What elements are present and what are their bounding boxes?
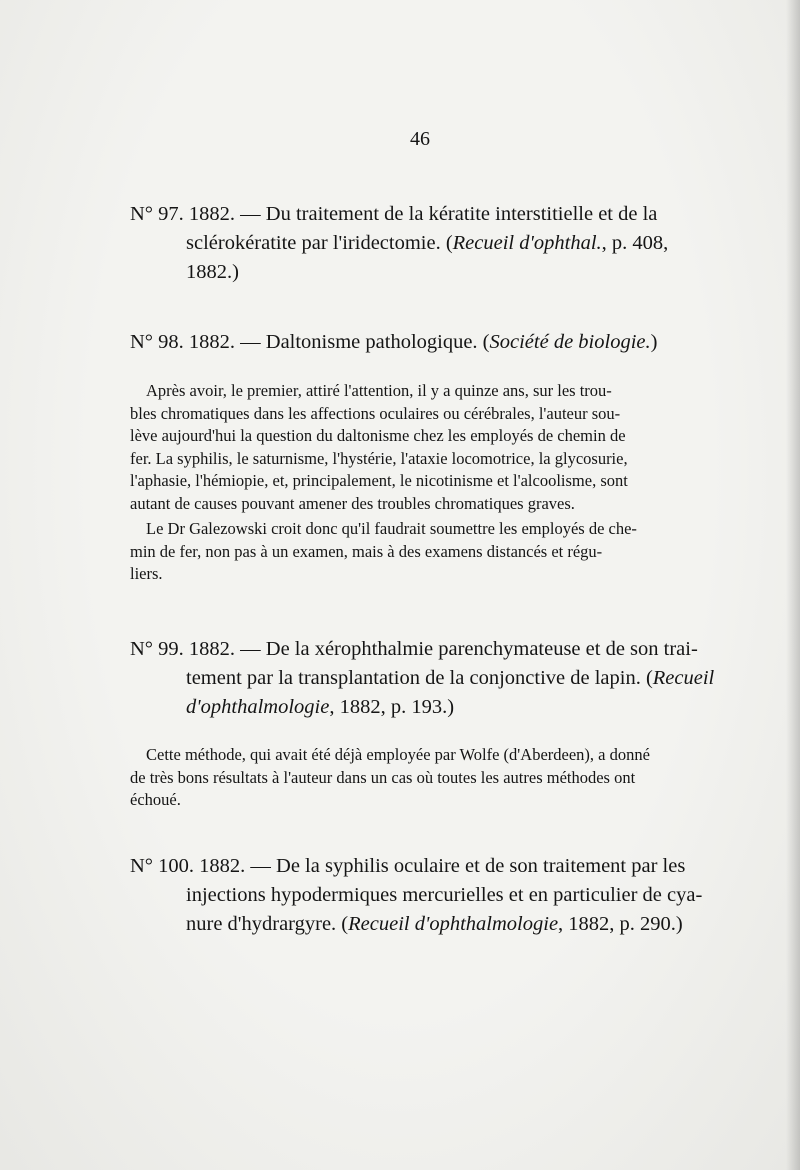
entry-100-line-2 bbox=[130, 881, 715, 910]
entry-99-abstract bbox=[130, 744, 715, 812]
entry-title-text: De la syphilis oculaire et de son traitement par les bbox=[276, 855, 686, 877]
abstract-line: autant de causes pouvant amener des troubles chromatiques graves. bbox=[130, 493, 575, 513]
abstract-line: fer. La syphilis, le saturnisme, l'hystérie, l'ataxie locomotrice, la glycosurie, bbox=[130, 448, 628, 468]
entry-97-line-1 bbox=[130, 200, 715, 229]
reference-tail: , 1882, p. 290.) bbox=[558, 913, 683, 935]
entry-title-text: tement par la transplantation de la conjonctive de lapin. ( bbox=[186, 667, 653, 689]
entry-title-text: nure d'hydrargyre. ( bbox=[186, 913, 349, 935]
abstract-line: min de fer, non pas à un examen, mais à des examens distancés et régu- bbox=[130, 541, 603, 561]
abstract-line: l'aphasie, l'hémiopie, et, principalement, le nicotinisme et l'alcoolisme, sont bbox=[130, 471, 628, 490]
entry-98 bbox=[130, 328, 715, 357]
entry-98-abstract-1 bbox=[130, 380, 715, 515]
reference-tail: , p. 408, bbox=[601, 232, 669, 254]
entry-97-line-3 bbox=[130, 258, 715, 287]
entry-99-line-1 bbox=[130, 635, 715, 664]
entry-97-line-2 bbox=[130, 229, 715, 258]
abstract-line: échoué. bbox=[130, 790, 181, 809]
abstract-line: Cette méthode, qui avait été déjà employée par Wolfe (d'Aberdeen), a donné bbox=[146, 745, 650, 764]
entry-title-text: sclérokératite par l'iridectomie. ( bbox=[186, 232, 453, 254]
entry-100-line-1 bbox=[130, 852, 715, 881]
entry-number: N° 97. 1882. — bbox=[130, 203, 261, 225]
entry-title-text: Daltonisme pathologique. ( bbox=[265, 331, 490, 353]
entry-97 bbox=[130, 200, 715, 287]
page-number: 46 bbox=[410, 128, 430, 150]
entry-number: N° 98. 1882. — bbox=[130, 331, 261, 353]
entry-title-text: 1882, p. 193.) bbox=[339, 696, 455, 718]
entry-100-line-3 bbox=[130, 910, 715, 939]
abstract-line: liers. bbox=[130, 564, 163, 583]
journal-reference: Recueil bbox=[652, 667, 715, 689]
entry-title-text: 1882.) bbox=[186, 261, 239, 283]
entry-98-abstract-2 bbox=[130, 518, 715, 586]
journal-reference: Recueil d'ophthalmologie bbox=[348, 913, 559, 935]
journal-reference: Recueil d'ophthal. bbox=[452, 232, 602, 254]
page-edge-shadow bbox=[786, 0, 800, 1170]
abstract-line: Le Dr Galezowski croit donc qu'il faudrait soumettre les employés de che- bbox=[146, 519, 637, 538]
entry-99 bbox=[130, 635, 715, 722]
reference-tail: ) bbox=[650, 331, 658, 353]
abstract-line: Après avoir, le premier, attiré l'attention, il y a quinze ans, sur les trou- bbox=[146, 381, 612, 400]
entry-99-line-2 bbox=[130, 664, 715, 693]
entry-number: N° 100. 1882. — bbox=[130, 855, 271, 877]
entry-title-text: injections hypodermiques mercurielles et en particulier de cya- bbox=[186, 884, 703, 906]
entry-100 bbox=[130, 852, 715, 939]
entry-99-line-3: d'ophthalmologie, 1882, p. 193.) bbox=[186, 696, 455, 718]
entry-title-text: Du traitement de la kératite interstitielle et de la bbox=[265, 203, 658, 225]
abstract-line: de très bons résultats à l'auteur dans un cas où toutes les autres méthodes ont bbox=[130, 767, 636, 787]
entry-number: N° 99. 1882. — bbox=[130, 638, 261, 660]
abstract-line: lève aujourd'hui la question du daltonisme chez les employés de chemin de bbox=[130, 426, 626, 445]
journal-reference: d'ophthalmologie bbox=[186, 696, 330, 718]
journal-reference: Société de biologie. bbox=[489, 331, 651, 353]
abstract-line: bles chromatiques dans les affections oculaires ou cérébrales, l'auteur sou- bbox=[130, 403, 621, 423]
entry-title-text: De la xérophthalmie parenchymateuse et de son trai- bbox=[265, 638, 698, 660]
entry-98-line-1 bbox=[130, 328, 715, 357]
